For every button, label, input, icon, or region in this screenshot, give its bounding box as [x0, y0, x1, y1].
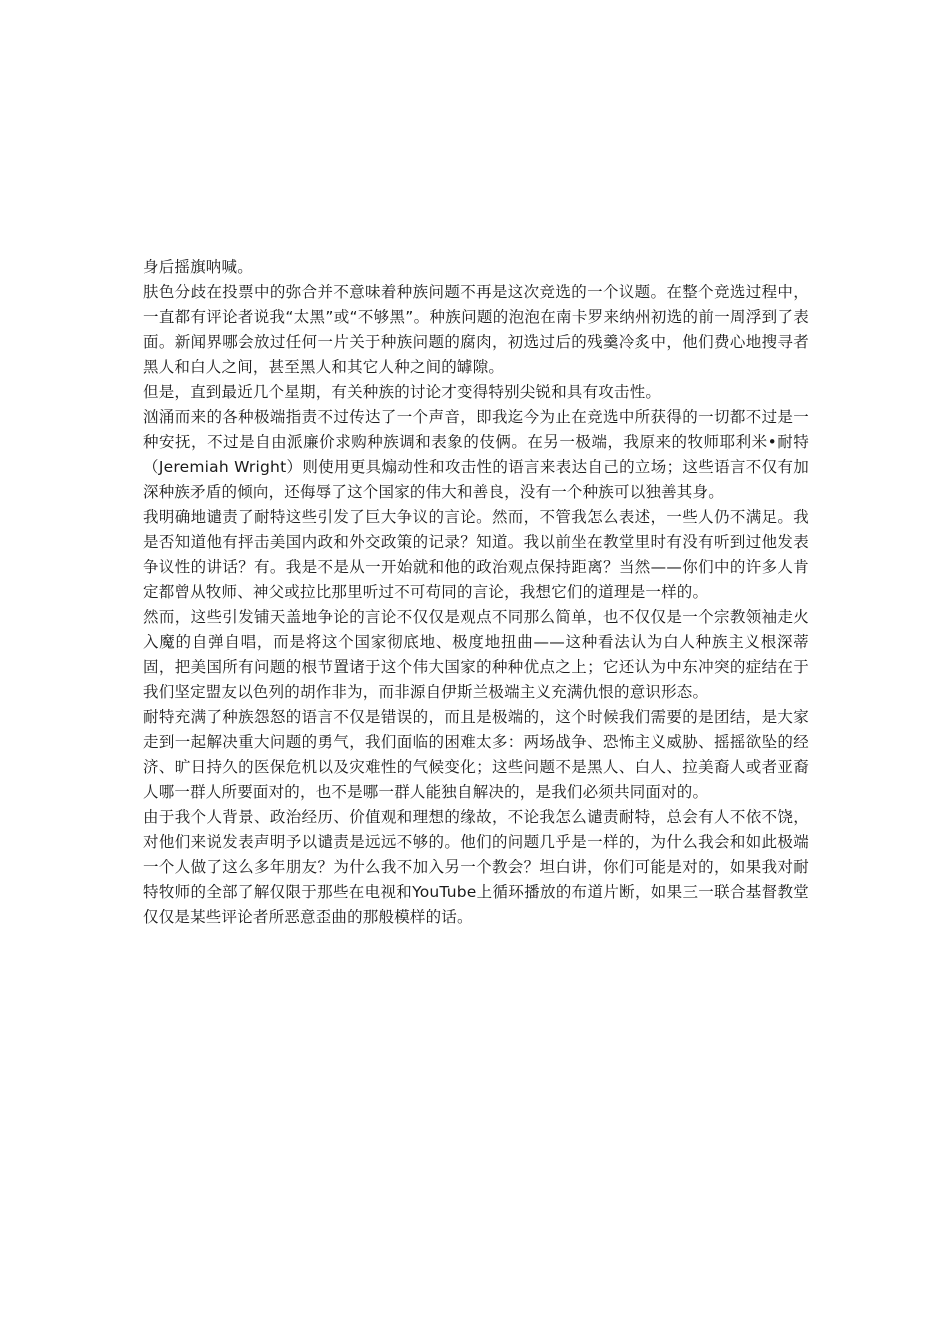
- paragraph-2: 肤色分歧在投票中的弥合并不意味着种族问题不再是这次竞选的一个议题。在整个竞选过程中，一直都有评论者说我“太黑”或“不够黑”。种族问题的泡泡在南卡罗来纳州初选的前一周浮到了表面。新闻界哪会放过任何一片关于种族问题的腐肉，初选过后的残羹冷炙中，他们费心地搜寻者黑人和白人之间，甚至黑人和其它人种之间的罅隙。: [143, 283, 809, 376]
- paragraph-1: 身后摇旗呐喊。: [143, 258, 253, 276]
- paragraph-6: 然而，这些引发铺天盖地争论的言论不仅仅是观点不同那么简单，也不仅仅是一个宗教领袖走火入魔的自弹自唱，而是将这个国家彻底地、极度地扭曲——这种看法认为白人种族主义根深蒂固，把美国所有问题的根节置诸于这个伟大国家的种种优点之上；它还认为中东冲突的症结在于我们坚定盟友以色列的胡作非为，而非源自伊斯兰极端主义充满仇恨的意识形态。: [143, 608, 809, 701]
- paragraph-3: 但是，直到最近几个星期，有关种族的讨论才变得特别尖锐和具有攻击性。: [143, 383, 662, 401]
- paragraph-7: 耐特充满了种族怨怒的语言不仅是错误的，而且是极端的，这个时候我们需要的是团结，是大家走到一起解决重大问题的勇气，我们面临的困难太多：两场战争、恐怖主义威胁、摇摇欲坠的经济、旷日持久的医保危机以及灾难性的气候变化；这些问题不是黑人、白人、拉美裔人或者亚裔人哪一群人所要面对的，也不是哪一群人能独自解决的，是我们必须共同面对的。: [143, 708, 809, 801]
- paragraph-4: 汹涌而来的各种极端指责不过传达了一个声音，即我迄今为止在竞选中所获得的一切都不过是一种安抚，不过是自由派廉价求购种族调和表象的伎俩。在另一极端，我原来的牧师耶利米•耐特（Jeremiah Wright）则使用更具煽动性和攻击性的语言来表达自己的立场；这些语言不仅有加深种族矛盾的倾向，还侮辱了这个国家的伟大和善良，没有一个种族可以独善其身。: [143, 408, 809, 501]
- paragraph-8: 由于我个人背景、政治经历、价值观和理想的缘故，不论我怎么谴责耐特，总会有人不依不饶，对他们来说发表声明予以谴责是远远不够的。他们的问题几乎是一样的，为什么我会和如此极端一个人做了这么多年朋友？为什么我不加入另一个教会？坦白讲，你们可能是对的，如果我对耐特牧师的全部了解仅限于那些在电视和YouTube上循环播放的布道片断，如果三一联合基督教堂仅仅是某些评论者所恶意歪曲的那般模样的话。: [143, 808, 809, 926]
- paragraph-5: 我明确地谴责了耐特这些引发了巨大争议的言论。然而，不管我怎么表述，一些人仍不满足。我是否知道他有抨击美国内政和外交政策的记录？知道。我以前坐在教堂里时有没有听到过他发表争议性的讲话？有。我是不是从一开始就和他的政治观点保持距离？当然——你们中的许多人肯定都曾从牧师、神父或拉比那里听过不可苟同的言论，我想它们的道理是一样的。: [143, 508, 809, 601]
- article-body: [143, 255, 809, 930]
